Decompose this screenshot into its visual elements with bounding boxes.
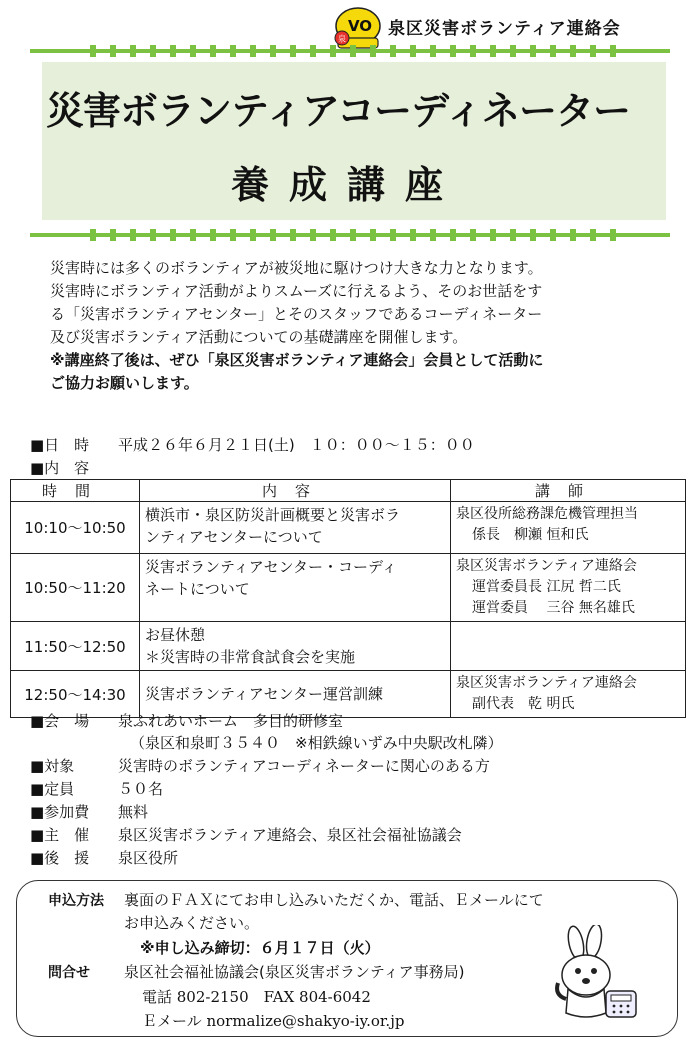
session-time: 10:10～10:50 xyxy=(11,502,140,554)
contact-email: Ｅメール normalize@shakyo-iy.or.jp xyxy=(142,1012,405,1030)
session-time: 12:50～14:30 xyxy=(11,671,140,718)
intro-line: 災害時には多くのボランティアが被災地に駆けつけ大きな力となります。 xyxy=(50,259,543,277)
session-lecturer xyxy=(451,671,686,718)
session-time: 11:50～12:50 xyxy=(11,622,140,671)
venue-label: ■会 場 xyxy=(30,712,90,730)
table-row xyxy=(11,622,686,671)
contact-phone-fax: 電話 802-2150 FAX 804-6042 xyxy=(142,988,371,1006)
content-line: 災害ボランティアセンター・コーディ xyxy=(145,558,397,576)
content-line: 横浜市・泉区防災計画概要と災害ボラ xyxy=(145,506,401,524)
date-value: 平成２６年６月２１日(土) １０：００～１５：００ xyxy=(118,436,475,454)
content-line: ンティアセンターについて xyxy=(145,528,323,546)
table-row xyxy=(11,502,686,554)
sponsor-value: 泉区役所 xyxy=(118,849,179,867)
fee-value: 無料 xyxy=(118,803,149,821)
table-row xyxy=(11,554,686,622)
column-header-lecturer: 講師 xyxy=(451,480,686,502)
intro-line: 及び災害ボランティア活動についての基礎講座を開催します。 xyxy=(50,328,468,346)
apply-deadline: ※申し込み締切：６月１７日（火） xyxy=(140,939,380,957)
apply-method-text: お申込みください。 xyxy=(124,914,260,932)
contact-label: 問合せ xyxy=(48,965,90,981)
logo-badge: 泉 xyxy=(338,34,346,44)
target-value: 災害時のボランティアコーディネーターに関心のある方 xyxy=(118,757,490,775)
lecturer-line: 運営委員長 江尻 哲二氏 xyxy=(472,579,621,595)
capacity-value: ５０名 xyxy=(118,780,164,798)
apply-method-label: 申込方法 xyxy=(48,893,104,909)
lecturer-line: 運営委員 三谷 無名雄氏 xyxy=(472,600,635,616)
target-label: ■対象 xyxy=(30,757,75,775)
column-header-time: 時間 xyxy=(11,480,140,502)
lecturer-line: 係長 柳瀬 恒和氏 xyxy=(472,527,589,543)
content-label: ■内 容 xyxy=(30,459,90,477)
venue-value: 泉ふれあいホーム 多目的研修室 xyxy=(118,712,344,730)
decorative-band-bottom xyxy=(30,228,670,242)
intro-note: ご協力お願いします。 xyxy=(50,374,199,392)
content-line: ＊災害時の非常食試食会を実施 xyxy=(145,648,356,666)
apply-method-text: 裏面のＦＡＸにてお申し込みいただくか、電話、Ｅメールにて xyxy=(124,891,544,909)
organization-name: 泉区災害ボランティア連絡会 xyxy=(388,19,621,39)
organizer-label: ■主 催 xyxy=(30,826,90,844)
lecturer-line: 泉区役所総務課危機管理担当 xyxy=(456,506,638,522)
session-time: 10:50～11:20 xyxy=(11,554,140,622)
session-content xyxy=(140,622,451,671)
sponsor-label: ■後 援 xyxy=(30,849,90,867)
lecturer-line: 副代表 乾 明氏 xyxy=(472,696,575,712)
intro-note: ※講座終了後は、ぜひ「泉区災害ボランティア連絡会」会員として活動に xyxy=(50,351,544,369)
intro-line: る「災害ボランティアセンター」とそのスタッフであるコーディネーター xyxy=(50,305,543,323)
table-header-row xyxy=(11,480,686,502)
lecturer-line: 泉区災害ボランティア連絡会 xyxy=(456,558,637,574)
intro-line: 災害時にボランティア活動がよりスムーズに行えるよう、そのお世話をす xyxy=(50,282,543,300)
schedule-table xyxy=(10,479,686,718)
session-lecturer xyxy=(451,502,686,554)
session-content xyxy=(140,502,451,554)
table-row xyxy=(11,671,686,718)
organizer-value: 泉区災害ボランティア連絡会、泉区社会福祉協議会 xyxy=(118,826,462,844)
fee-label: ■参加費 xyxy=(30,803,90,821)
lecturer-line: 泉区災害ボランティア連絡会 xyxy=(456,675,637,691)
venue-address: （泉区和泉町３５４０ ※相鉄線いずみ中央駅改札隣） xyxy=(130,734,503,752)
contact-organization: 泉区社会福祉協議会(泉区災害ボランティア事務局) xyxy=(124,963,465,981)
session-lecturer xyxy=(451,554,686,622)
page-title: 災害ボランティアコーディネーター xyxy=(46,88,631,133)
rabbit-mascot-icon xyxy=(548,925,648,1025)
date-label: ■日 時 xyxy=(30,436,90,454)
session-content xyxy=(140,554,451,622)
content-line: お昼休憩 xyxy=(145,626,206,644)
session-lecturer xyxy=(451,622,686,671)
capacity-label: ■定員 xyxy=(30,780,75,798)
decorative-band-top xyxy=(30,44,670,58)
column-header-content: 内容 xyxy=(140,480,451,502)
content-line: ネートについて xyxy=(145,580,250,598)
page-subtitle: 養成講座 xyxy=(230,162,463,207)
logo-text: VO xyxy=(347,17,373,35)
content-line: 災害ボランティアセンター運営訓練 xyxy=(145,685,384,703)
